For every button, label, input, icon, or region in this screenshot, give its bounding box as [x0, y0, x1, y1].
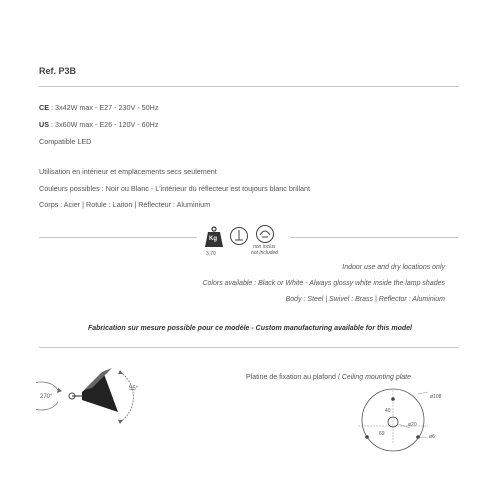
fr-usage: Utilisation en intérieur et emplacements secs seulement	[39, 167, 217, 176]
fr-body: Corps : Acier | Rotule : Laiton | Réflecteur : Aluminium	[39, 200, 211, 209]
spec-us-text: : 3x60W max - E26 - 120V - 60Hz	[49, 120, 159, 129]
angle-tilt: 55°	[129, 386, 139, 392]
dim-center: ø20	[408, 422, 417, 428]
bulb-base-icon	[229, 226, 249, 246]
en-usage: Indoor use and dry locations only	[342, 264, 445, 271]
dim-hole: ø6	[429, 434, 435, 440]
plate-title-en: Ceiling mounting plate	[341, 374, 412, 381]
bulb-not-included-icon	[255, 224, 275, 244]
weight-icon	[204, 226, 224, 248]
divider-bottom	[39, 347, 459, 348]
spec-us-label: US	[39, 120, 49, 129]
plate-title	[246, 374, 411, 381]
spec-ce	[39, 103, 158, 112]
reference-title: Ref. P3B	[39, 66, 77, 76]
weight-unit: Kg	[209, 236, 217, 242]
lamp-diagram	[36, 362, 156, 432]
dim-width: 69	[379, 431, 385, 437]
bulb-note-en: not included	[251, 250, 278, 256]
divider-top	[39, 86, 459, 87]
en-colors: Colors available : Black or White - Always glossy white inside the lamp shades	[202, 280, 445, 287]
angle-rotation: 270°	[40, 394, 53, 400]
divider-icons-right	[290, 237, 458, 238]
dim-outer: ø108	[430, 394, 442, 400]
mounting-plate-diagram	[350, 388, 450, 468]
plate-title-sep: /	[335, 374, 342, 381]
divider-icons-left	[39, 237, 197, 238]
plate-title-fr: Platine de fixation au plafond	[246, 374, 336, 381]
spec-ce-label: CE	[39, 103, 49, 112]
fr-colors: Couleurs possibles : Noir ou Blanc - L'intérieur du réflecteur est toujours blanc brillant	[39, 184, 311, 193]
spec-ce-text: : 3x42W max - E27 - 230V - 50Hz	[49, 103, 159, 112]
spec-led: Compatible LED	[39, 137, 92, 146]
bulb-note-fr: non inclus	[253, 244, 276, 250]
weight-value: 3,70	[206, 251, 216, 257]
dim-height: 40	[385, 408, 391, 414]
custom-manufacturing-note: Fabrication sur mesure possible pour ce modèle - Custom manufacturing available for this model	[87, 325, 412, 332]
en-body: Body : Steel | Swivel : Brass | Reflector : Aluminium	[285, 296, 445, 303]
spec-us	[39, 120, 158, 129]
